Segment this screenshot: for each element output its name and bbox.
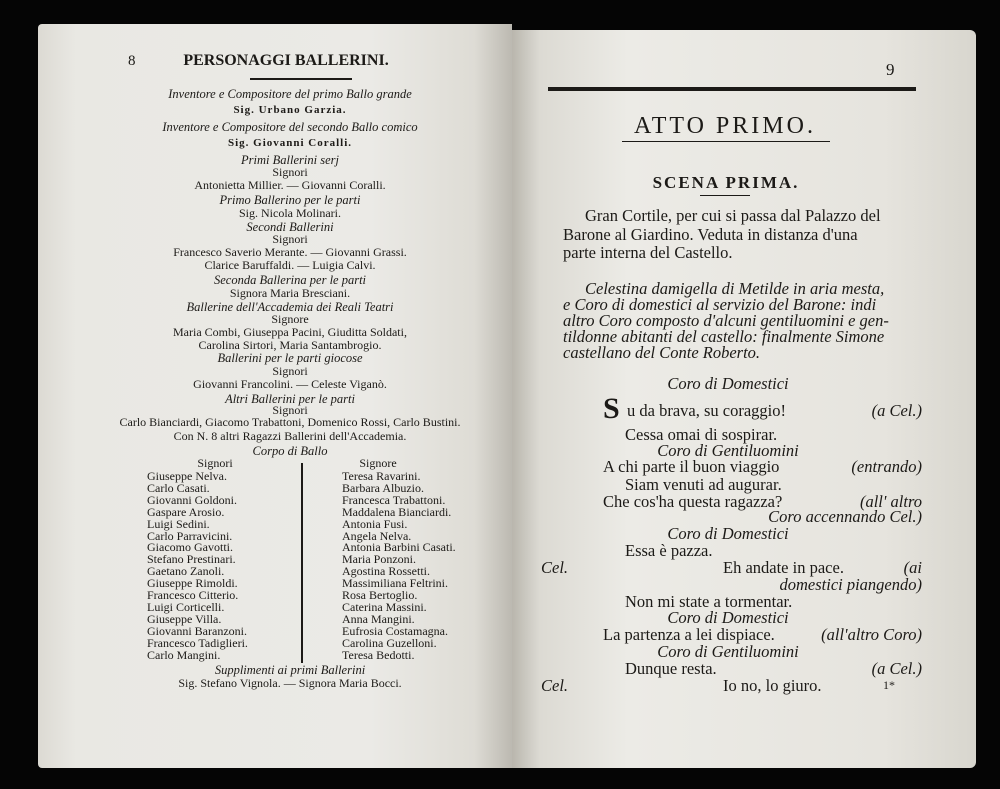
dancer-name-man: Giuseppe Villa.: [147, 611, 222, 626]
act-title: ATTO PRIMO.: [634, 113, 816, 139]
setting-line: Gran Cortile, per cui si passa dal Palazzo del: [585, 206, 881, 225]
verse-line: Dunque resta.: [625, 659, 717, 678]
column-divider: [301, 463, 303, 663]
cast-line: Giovanni Francolini. — Celeste Viganò.: [193, 377, 387, 391]
dancer-name-woman: Maria Ponzoni.: [342, 552, 416, 567]
setting-line: Barone al Giardino. Veduta in distanza d'una: [563, 225, 858, 244]
verse-line: Essa è pazza.: [625, 541, 713, 560]
dancer-name-woman: Antonia Fusi.: [342, 516, 408, 531]
verse-line: La partenza a lei dispiace.: [603, 625, 775, 644]
cast-line: Signori: [272, 403, 308, 417]
setting-line: parte interna del Castello.: [563, 243, 733, 262]
dancer-name-woman: Maddalena Bianciardi.: [342, 504, 452, 519]
cast-line: Francesco Saverio Merante. — Giovanni Grassi.: [173, 245, 407, 259]
stage-direction: (ai: [903, 558, 922, 577]
dancer-name-woman: Teresa Ravarini.: [342, 469, 421, 483]
verse-line: A chi parte il buon viaggio: [603, 457, 780, 476]
cast-line: Secondi Ballerini: [246, 220, 334, 234]
cast-line: Con N. 8 altri Ragazzi Ballerini dell'Accademia.: [173, 429, 407, 443]
dancer-name-woman: Massimiliana Feltrini.: [342, 576, 448, 591]
dancer-name-man: Luigi Corticelli.: [147, 599, 225, 614]
speaker-heading: Coro di Domestici: [667, 374, 789, 393]
men-column-header: Signori: [197, 456, 233, 470]
verse-line: Che cos'ha questa ragazza?: [603, 492, 783, 511]
signature-mark: 1*: [883, 678, 895, 692]
dancer-name-man: Luigi Sedini.: [147, 516, 210, 531]
scene-rule: [700, 195, 750, 196]
dancer-name-woman: Rosa Bertoglio.: [342, 588, 418, 602]
cast-line: Ballerini per le parti giocose: [217, 351, 363, 365]
cast-line: Seconda Ballerina per le parti: [213, 273, 367, 287]
cast-line: Sig. Nicola Molinari.: [239, 206, 341, 220]
verse-line: Cessa omai di sospirar.: [625, 425, 778, 444]
cast-line: Sig. Urbano Garzia.: [233, 104, 347, 116]
dancer-name-woman: Carolina Guzelloni.: [342, 635, 437, 650]
left-page-header: PERSONAGGI BALLERINI.: [183, 52, 389, 69]
speaker-heading: Coro di Gentiluomini: [657, 441, 799, 460]
verse-line: Eh andate in pace.: [723, 558, 844, 577]
act-rule: [622, 141, 830, 142]
cast-line: Sig. Giovanni Coralli.: [227, 137, 353, 149]
characters-line: e Coro di domestici al servizio del Barone: indi: [563, 295, 877, 314]
cast-line: Inventore e Compositore del secondo Ballo comico: [162, 120, 418, 134]
drop-cap: S: [603, 392, 620, 425]
dancer-name-man: Francesco Tadiglieri.: [147, 635, 248, 650]
dancer-name-woman: Barbara Albuzio.: [342, 480, 424, 495]
cast-line: Antonietta Millier. — Giovanni Coralli.: [194, 178, 386, 192]
header-rule: [250, 78, 352, 80]
dancer-name-man: Giuseppe Rimoldi.: [147, 576, 238, 591]
stage-direction: (a Cel.): [871, 659, 922, 678]
dancer-name-woman: Caterina Massini.: [342, 599, 427, 614]
cast-line: Primo Ballerino per le parti: [219, 193, 361, 207]
cast-line: Clarice Baruffaldi. — Luigia Calvi.: [204, 258, 376, 272]
cast-line: Corpo di Ballo: [252, 444, 328, 458]
cast-line: Signori: [272, 364, 308, 378]
cast-line: Carolina Sirtori, Maria Santambrogio.: [198, 338, 382, 352]
dancer-name-woman: Angela Nelva.: [342, 528, 412, 543]
left-page-number: 8: [128, 53, 136, 69]
stage-direction: (all'altro Coro): [821, 625, 922, 644]
cast-line: Signori: [272, 232, 308, 246]
dancer-name-man: Gaetano Zanoli.: [147, 564, 225, 579]
stage-direction: domestici piangendo): [779, 575, 922, 594]
dancer-name-woman: Francesca Trabattoni.: [342, 492, 446, 507]
stage-direction: Coro accennando Cel.): [768, 507, 922, 526]
verse-line: Siam venuti ad augurar.: [625, 475, 782, 494]
dancer-name-man: Carlo Casati.: [147, 480, 210, 495]
dancer-name-man: Giuseppe Nelva.: [147, 469, 227, 483]
verse-line: Io no, lo giuro.: [723, 676, 822, 695]
verse-line: Non mi state a tormentar.: [625, 592, 793, 611]
characters-line: tildonne abitanti del castello: finalmente Simone: [563, 327, 885, 346]
supplimenti-names: Sig. Stefano Vignola. — Signora Maria Bocci.: [178, 676, 402, 690]
cast-line: Inventore e Compositore del primo Ballo grande: [168, 87, 412, 101]
dancer-name-woman: Eufrosia Costamagna.: [342, 623, 448, 638]
cast-line: Signori: [272, 165, 308, 179]
dancer-name-woman: Teresa Bedotti.: [342, 647, 415, 662]
dancer-name-man: Stefano Prestinari.: [147, 552, 236, 567]
cast-line: Altri Ballerini per le parti: [225, 392, 355, 406]
dancer-name-man: Giovanni Baranzoni.: [147, 623, 247, 638]
cast-line: Primi Ballerini serj: [241, 153, 339, 167]
dancer-name-man: Carlo Mangini.: [147, 647, 221, 662]
dancer-name-woman: Antonia Barbini Casati.: [342, 540, 456, 555]
speaker-heading: Coro di Domestici: [667, 608, 789, 627]
stage-direction: (entrando): [851, 457, 922, 476]
dancer-name-woman: Anna Mangini.: [342, 611, 415, 626]
dancer-name-woman: Agostina Rossetti.: [342, 564, 431, 579]
dancer-name-man: Carlo Parravicini.: [147, 528, 233, 543]
speaker-heading: Coro di Gentiluomini: [657, 642, 799, 661]
characters-line: castellano del Conte Roberto.: [563, 343, 761, 362]
cast-line: Ballerine dell'Accademia dei Reali Teatri: [186, 300, 394, 314]
cast-line: Signora Maria Bresciani.: [229, 286, 351, 300]
right-page-number: 9: [886, 60, 895, 79]
speaker-label: Cel.: [541, 558, 569, 577]
dancer-name-man: Giovanni Goldoni.: [147, 492, 237, 507]
stage-direction: (a Cel.): [871, 401, 922, 420]
characters-line: altro Coro composto d'alcuni gentiluomini e gen-: [563, 311, 889, 330]
speaker-label: Cel.: [541, 676, 569, 695]
cast-line: Carlo Bianciardi, Giacomo Trabattoni, Domenico Rossi, Carlo Bustini.: [119, 415, 461, 429]
dancer-name-man: Giacomo Gavotti.: [147, 540, 233, 555]
dancer-name-man: Francesco Citterio.: [147, 588, 239, 602]
supplimenti-title: Supplimenti ai primi Ballerini: [214, 663, 366, 677]
characters-line: Celestina damigella di Metilde in aria mesta,: [585, 279, 885, 298]
speaker-heading: Coro di Domestici: [667, 524, 789, 543]
cast-line: Signore: [271, 312, 309, 326]
dancer-name-man: Gaspare Arosio.: [147, 504, 225, 519]
scene-title: SCENA PRIMA.: [652, 173, 800, 192]
cast-line: Maria Combi, Giuseppa Pacini, Giuditta Soldati,: [173, 325, 407, 339]
women-column-header: Signore: [359, 456, 397, 470]
stage-direction: (all' altro: [859, 492, 922, 511]
verse-line: u da brava, su coraggio!: [627, 401, 786, 420]
top-rule: [548, 87, 916, 91]
